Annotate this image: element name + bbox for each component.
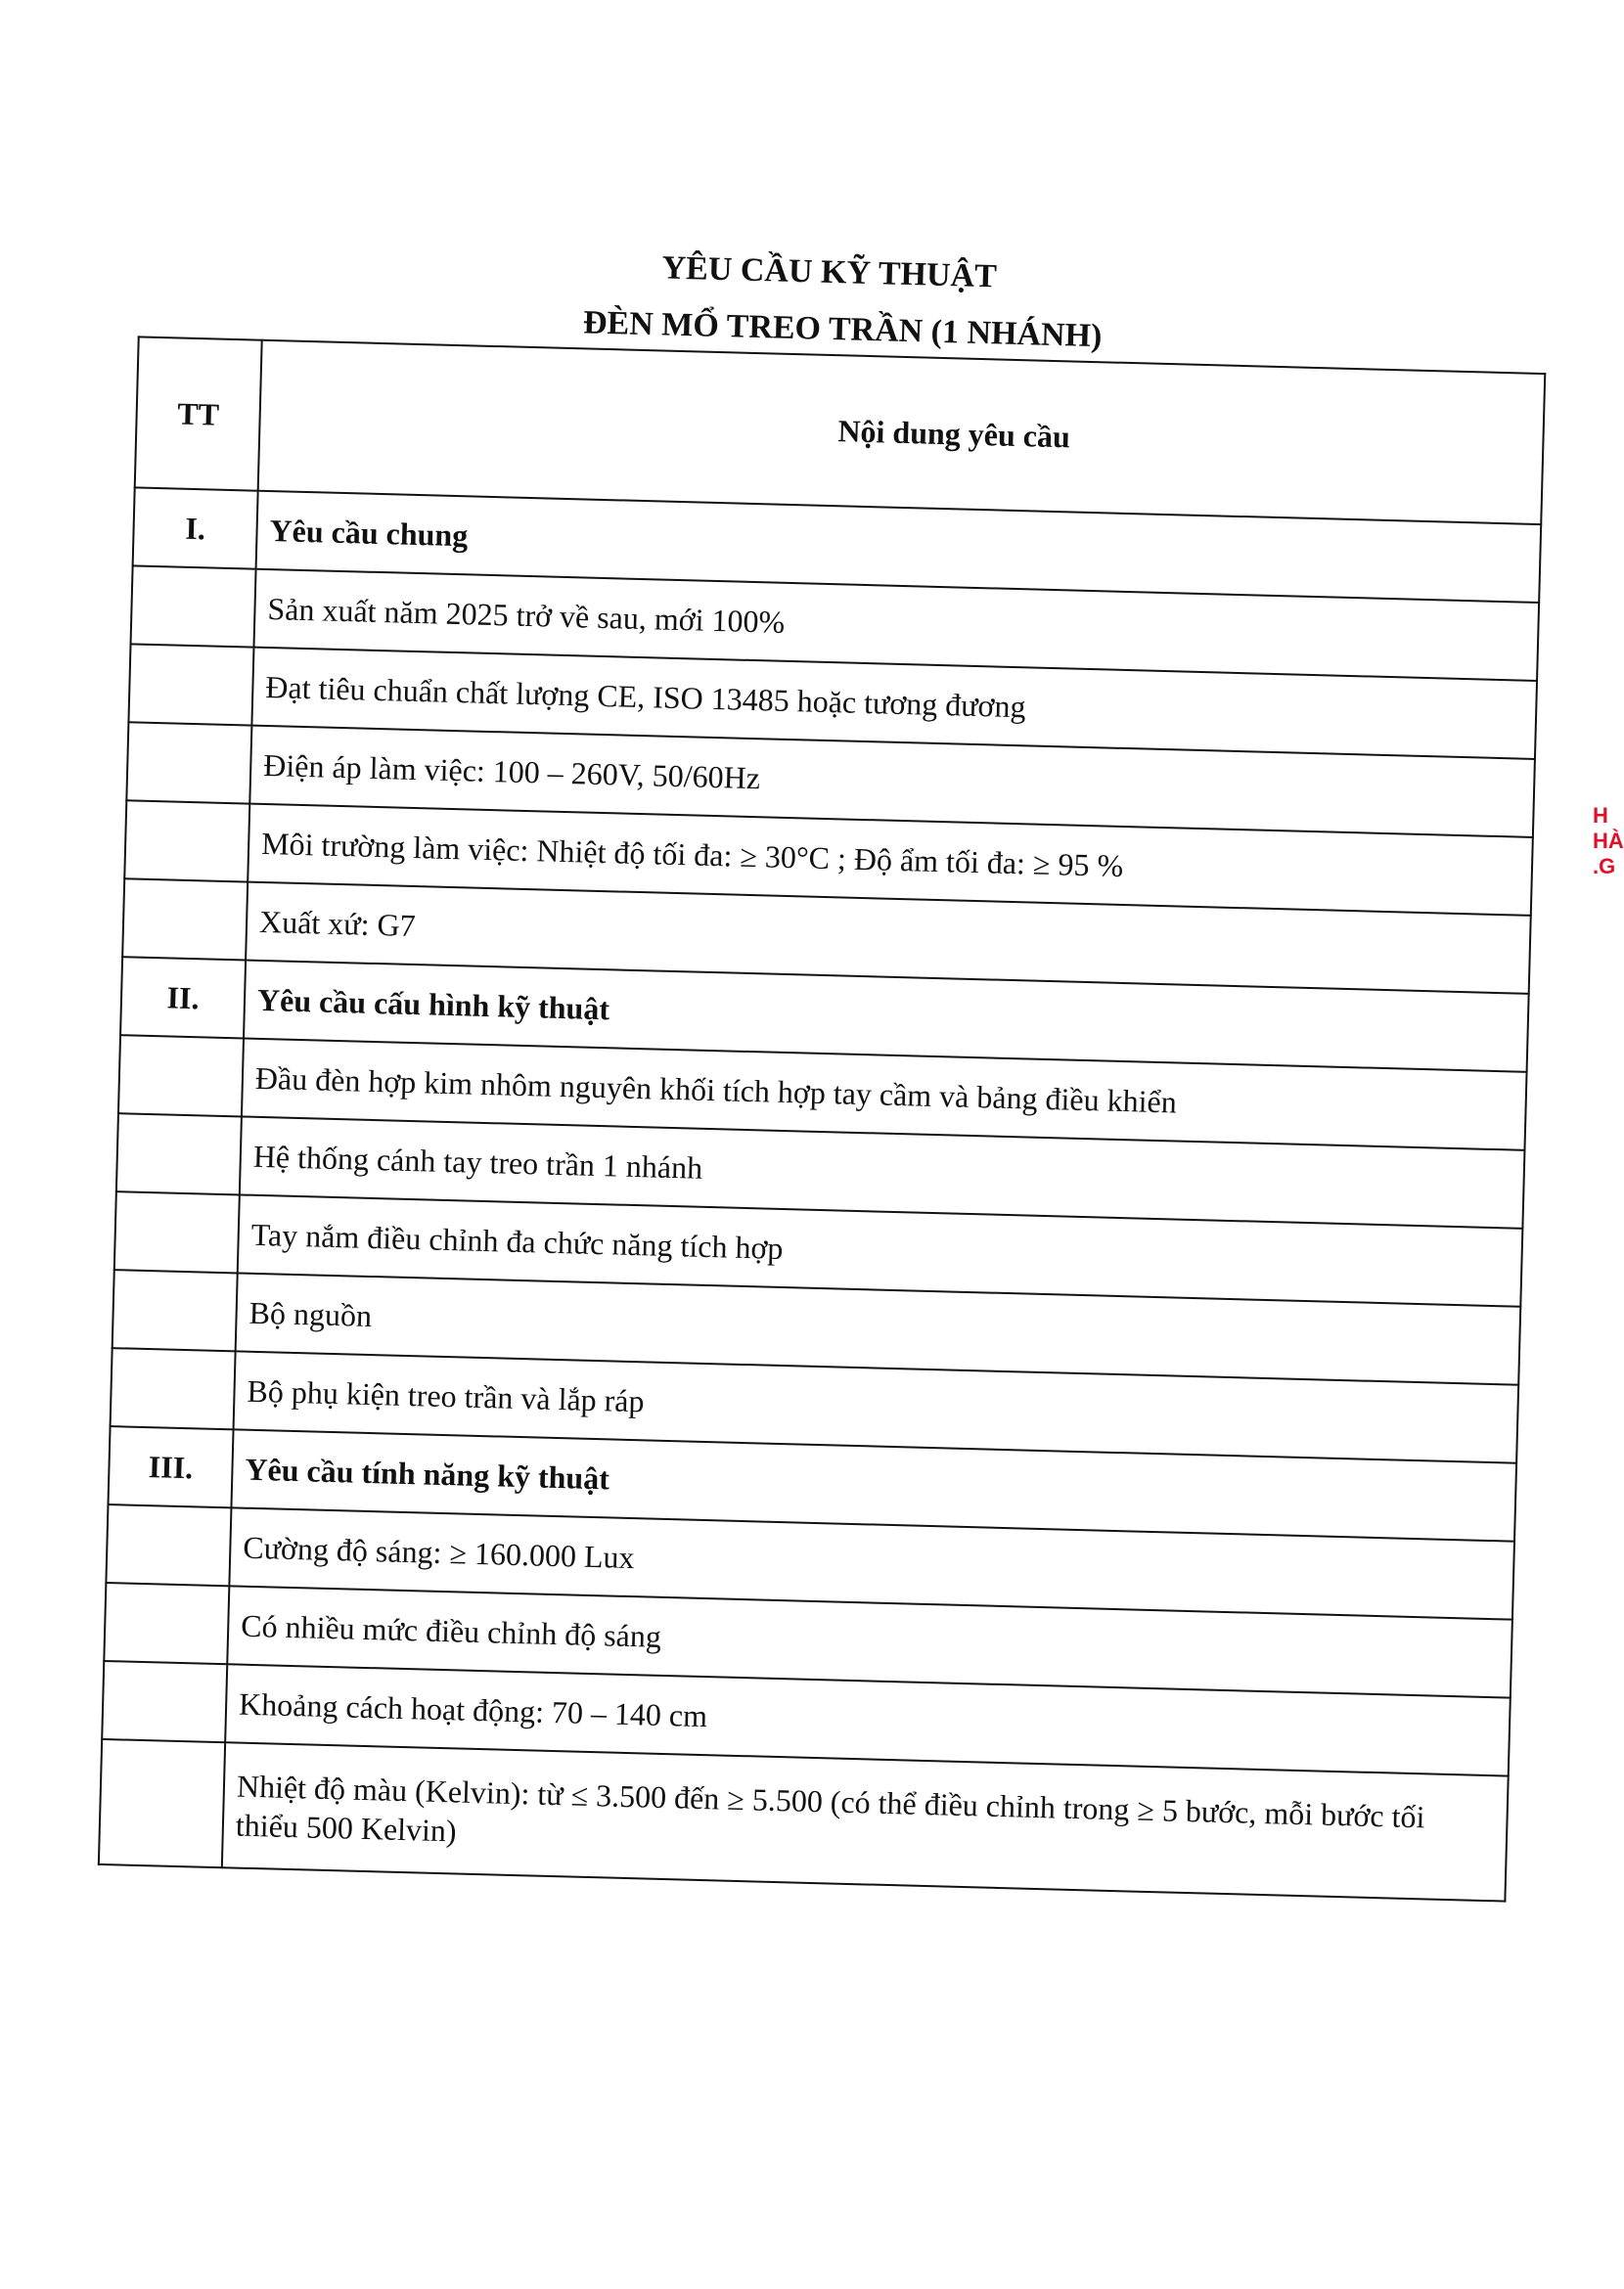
requirement-text: Cường độ sáng: ≥ 160.000 Lux <box>229 1507 1514 1619</box>
header-tt: TT <box>135 337 262 490</box>
row-number <box>126 722 251 803</box>
requirement-text: Điện áp làm việc: 100 – 260V, 50/60Hz <box>249 726 1535 837</box>
requirement-text: Xuất xứ: G7 <box>246 882 1531 994</box>
section-title: Yêu cầu tính năng kỹ thuật <box>231 1429 1516 1541</box>
row-number <box>104 1583 229 1664</box>
requirement-text: Bộ phụ kiện treo trần và lắp ráp <box>234 1351 1519 1462</box>
document-page <box>97 226 1549 1915</box>
section-title: Yêu cầu chung <box>256 491 1542 603</box>
row-number <box>106 1504 231 1586</box>
row-number: I. <box>133 487 258 568</box>
requirement-text: Hệ thống cánh tay treo trần 1 nhánh <box>240 1116 1525 1228</box>
requirement-text: Sản xuất năm 2025 trở về sau, mới 100% <box>253 569 1539 681</box>
red-stamp-fragment <box>1593 719 1624 1042</box>
row-number <box>131 565 256 647</box>
section-title: Yêu cầu cấu hình kỹ thuật <box>244 961 1529 1072</box>
row-number <box>99 1739 225 1867</box>
requirement-text: Nhiệt độ màu (Kelvin): từ ≤ 3.500 đến ≥ 5.500 (có thể điều chỉnh trong ≥ 5 bước, mỗi bước tối thiểu 500 Kelvin) <box>222 1742 1509 1901</box>
row-number <box>102 1661 227 1742</box>
row-number <box>128 644 253 725</box>
requirement-text: Môi trường làm việc: Nhiệt độ tối đa: ≥ 30°C ; Độ ẩm tối đa: ≥ 95 % <box>248 804 1533 916</box>
stamp-fragment-2: HÀ <box>1593 829 1624 853</box>
row-number <box>116 1113 242 1194</box>
requirement-text: Đầu đèn hợp kim nhôm nguyên khối tích hợp tay cầm và bảng điều khiển <box>242 1039 1527 1150</box>
stamp-fragment-3: .G <box>1593 854 1616 878</box>
document-title: YÊU CẦU KỸ THUẬT <box>661 249 998 295</box>
requirement-text: Có nhiều mức điều chỉnh độ sáng <box>227 1586 1512 1697</box>
requirements-table <box>98 336 1546 1902</box>
row-number <box>111 1348 236 1429</box>
row-number <box>114 1191 240 1273</box>
stamp-fragment-1: H <box>1593 803 1608 828</box>
row-number <box>113 1270 238 1351</box>
requirement-text: Khoảng cách hoạt động: 70 – 140 cm <box>225 1664 1511 1775</box>
row-number <box>122 878 248 960</box>
requirement-text: Bộ nguồn <box>236 1273 1521 1384</box>
requirement-text: Đạt tiêu chuẩn chất lượng CE, ISO 13485 hoặc tương đương <box>251 648 1537 759</box>
row-number: II. <box>120 957 246 1038</box>
requirement-text: Tay nắm điều chỉnh đa chức năng tích hợp <box>238 1194 1523 1306</box>
row-number: III. <box>108 1426 233 1507</box>
header-content: Nội dung yêu cầu <box>258 340 1546 524</box>
document-subtitle: ĐÈN MỔ TREO TRẦN (1 NHÁNH) <box>582 304 1103 355</box>
row-number <box>124 800 249 881</box>
row-number <box>118 1035 244 1116</box>
